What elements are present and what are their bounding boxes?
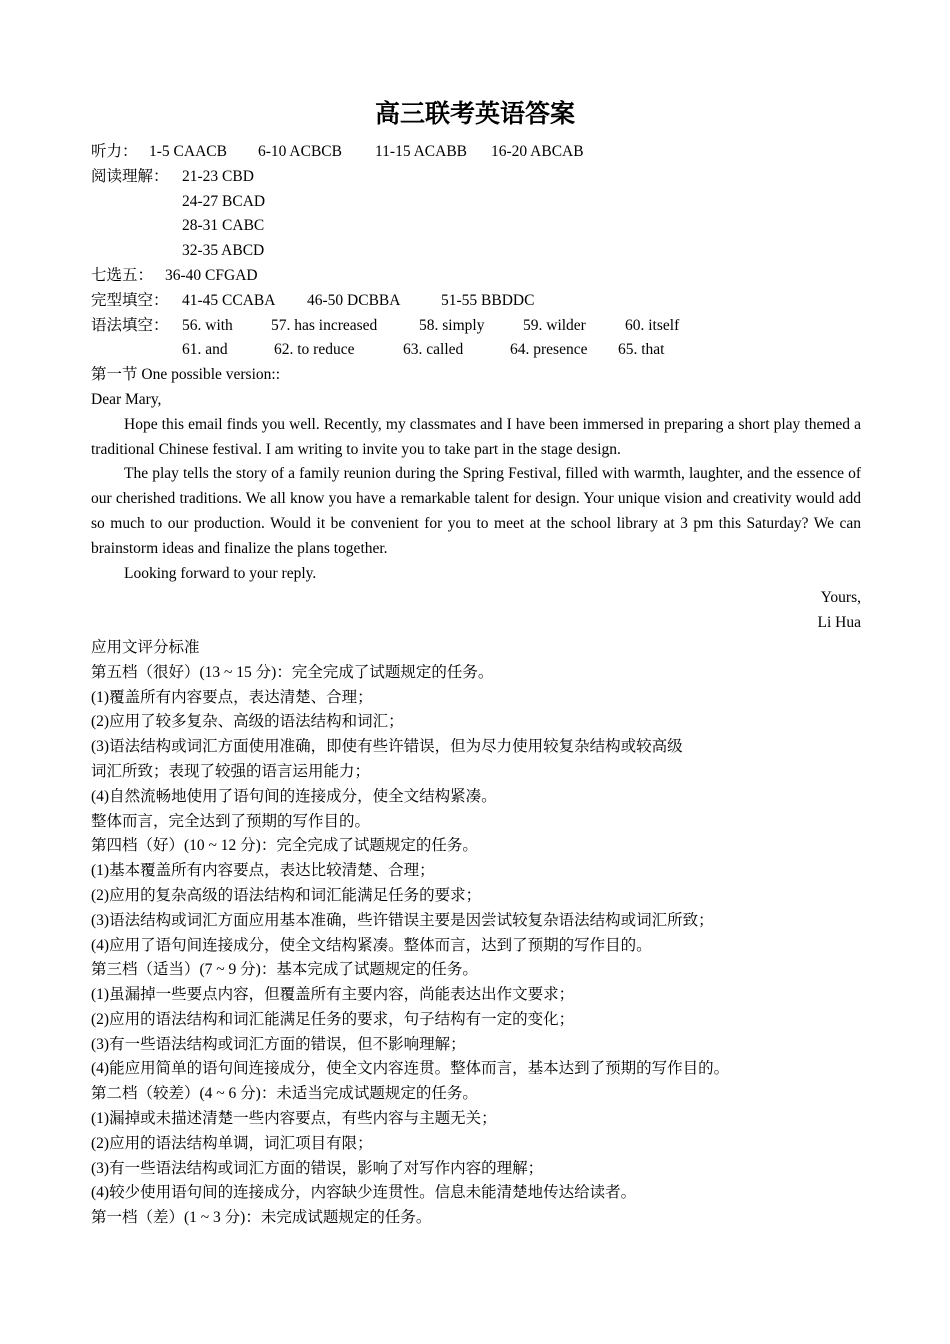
- letter-greeting: Dear Mary,: [91, 390, 162, 408]
- criteria-line: 第五档（很好）(13 ~ 15 分)：完全完成了试题规定的任务。: [91, 663, 494, 681]
- criteria-line: (2)应用的语法结构和词汇能满足任务的要求，句子结构有一定的变化；: [91, 1010, 575, 1028]
- reading-row: [91, 165, 861, 190]
- criteria-line: (3)有一些语法结构或词汇方面的错误，但不影响理解；: [91, 1035, 466, 1053]
- listening-answer: 1-5 CAACB: [149, 143, 227, 160]
- letter-paragraph: Hope this email finds you well. Recently, my classmates and I have been immersed in preparing a short play themed a traditional Chinese festival. I am writing to invite you to take part in the stage design.: [91, 415, 861, 458]
- letter-paragraph: The play tells the story of a family reunion during the Spring Festival, filled with warmth, laughter, and the essence of our cherished traditions. We all know you have a remarkable talent for design. Your unique vision and creativity would add so much to our production. Would it be convenient for you to meet at the school library at 3 pm this Saturday? We can brainstorm ideas and finalize the plans together.: [91, 465, 861, 557]
- listening-answer: 11-15 ACABB: [375, 143, 468, 160]
- criteria-line: (1)基本覆盖所有内容要点，表达比较清楚、合理；: [91, 862, 435, 880]
- grammar-row: [91, 314, 861, 339]
- cloze-answer: 41-45 CCABA: [182, 291, 276, 309]
- grammar-row: [91, 338, 861, 363]
- criteria-line: (4)较少使用语句间的连接成分，内容缺少连贯性。信息未能清楚地传达给读者。: [91, 1184, 637, 1202]
- reading-answer: 28-31 CABC: [182, 217, 265, 235]
- criteria-line: (2)应用的复杂高级的语法结构和词汇能满足任务的要求；: [91, 886, 482, 904]
- reading-row: [91, 190, 861, 215]
- grammar-answer: 65. that: [618, 341, 665, 359]
- criteria-line: 第四档（好）(10 ~ 12 分)：完全完成了试题规定的任务。: [91, 837, 478, 855]
- criteria-line: 整体而言，完全达到了预期的写作目的。: [91, 812, 371, 830]
- criteria-line: 第一档（差）(1 ~ 3 分)：未完成试题规定的任务。: [91, 1209, 432, 1227]
- listening-answer: 16-20 ABCAB: [491, 143, 584, 160]
- criteria-line: (4)应用了语句间连接成分，使全文结构紧凑。整体而言，达到了预期的写作目的。: [91, 936, 652, 954]
- listening-row: [91, 140, 861, 165]
- criteria-line: (3)语法结构或词汇方面应用基本准确，些许错误主要是因尝试较复杂语法结构或词汇所致；: [91, 911, 714, 929]
- criteria-line: (3)有一些语法结构或词汇方面的错误，影响了对写作内容的理解；: [91, 1159, 544, 1177]
- reading-answer: 21-23 CBD: [182, 167, 254, 185]
- criteria-line: (3)语法结构或词汇方面使用准确，即使有些许错误，但为尽力使用较复杂结构或较高级: [91, 738, 683, 756]
- criteria-line: 词汇所致；表现了较强的语言运用能力；: [91, 762, 371, 780]
- cloze-answer: 51-55 BBDDC: [441, 291, 535, 309]
- answer-body: [91, 140, 861, 1231]
- criteria-line: (4)自然流畅地使用了语句间的连接成分，使全文结构紧凑。: [91, 787, 497, 805]
- grammar-answer: 58. simply: [419, 316, 485, 334]
- seven-choose-five-row: [91, 264, 861, 289]
- letter-signature: Li Hua: [817, 614, 861, 632]
- writing-heading: 第一节 One possible version::: [91, 366, 280, 384]
- listening-label: 听力：: [91, 143, 138, 160]
- listening-answer: 6-10 ACBCB: [258, 143, 342, 160]
- cloze-answer: 46-50 DCBBA: [307, 291, 401, 309]
- criteria-line: (1)虽漏掉一些要点内容，但覆盖所有主要内容，尚能表达出作文要求；: [91, 986, 575, 1004]
- criteria-line: (2)应用了较多复杂、高级的语法结构和词汇；: [91, 713, 404, 731]
- reading-answer: 32-35 ABCD: [182, 242, 265, 260]
- grammar-answer: 64. presence: [510, 341, 588, 359]
- grammar-answer: 59. wilder: [523, 316, 586, 334]
- criteria-heading: 应用文评分标准: [91, 638, 200, 656]
- grammar-answer: 56. with: [182, 316, 233, 334]
- criteria-line: 第三档（适当）(7 ~ 9 分)：基本完成了试题规定的任务。: [91, 961, 478, 979]
- criteria-line: (1)漏掉或未描述清楚一些内容要点，有些内容与主题无关；: [91, 1110, 497, 1128]
- reading-row: [91, 214, 861, 239]
- page-title: 高三联考英语答案: [374, 101, 575, 128]
- criteria-line: 第二档（较差）(4 ~ 6 分)：未适当完成试题规定的任务。: [91, 1085, 478, 1103]
- reading-row: [91, 239, 861, 264]
- reading-answer: 24-27 BCAD: [182, 192, 266, 210]
- seven-choose-five-label: 七选五：: [91, 266, 154, 284]
- grammar-answer: 60. itself: [625, 316, 680, 334]
- grammar-answer: 62. to reduce: [274, 341, 355, 359]
- criteria-line: (4)能应用简单的语句间连接成分，使全文内容连贯。整体而言，基本达到了预期的写作目的。: [91, 1060, 730, 1078]
- grammar-answer: 57. has increased: [271, 316, 378, 334]
- reading-label: 阅读理解：: [91, 167, 169, 185]
- grammar-answer: 61. and: [182, 341, 228, 359]
- grammar-answer: 63. called: [403, 341, 464, 359]
- letter-paragraph: Looking forward to your reply.: [124, 564, 317, 582]
- criteria-line: (2)应用的语法结构单调，词汇项目有限；: [91, 1134, 373, 1152]
- criteria-line: (1)覆盖所有内容要点，表达清楚、合理；: [91, 688, 373, 706]
- cloze-label: 完型填空：: [91, 291, 169, 309]
- grammar-label: 语法填空：: [91, 316, 169, 334]
- letter-closing: Yours,: [820, 589, 861, 607]
- criteria-list: [91, 661, 861, 1231]
- cloze-row: [91, 289, 861, 314]
- seven-choose-five-answer: 36-40 CFGAD: [165, 266, 258, 284]
